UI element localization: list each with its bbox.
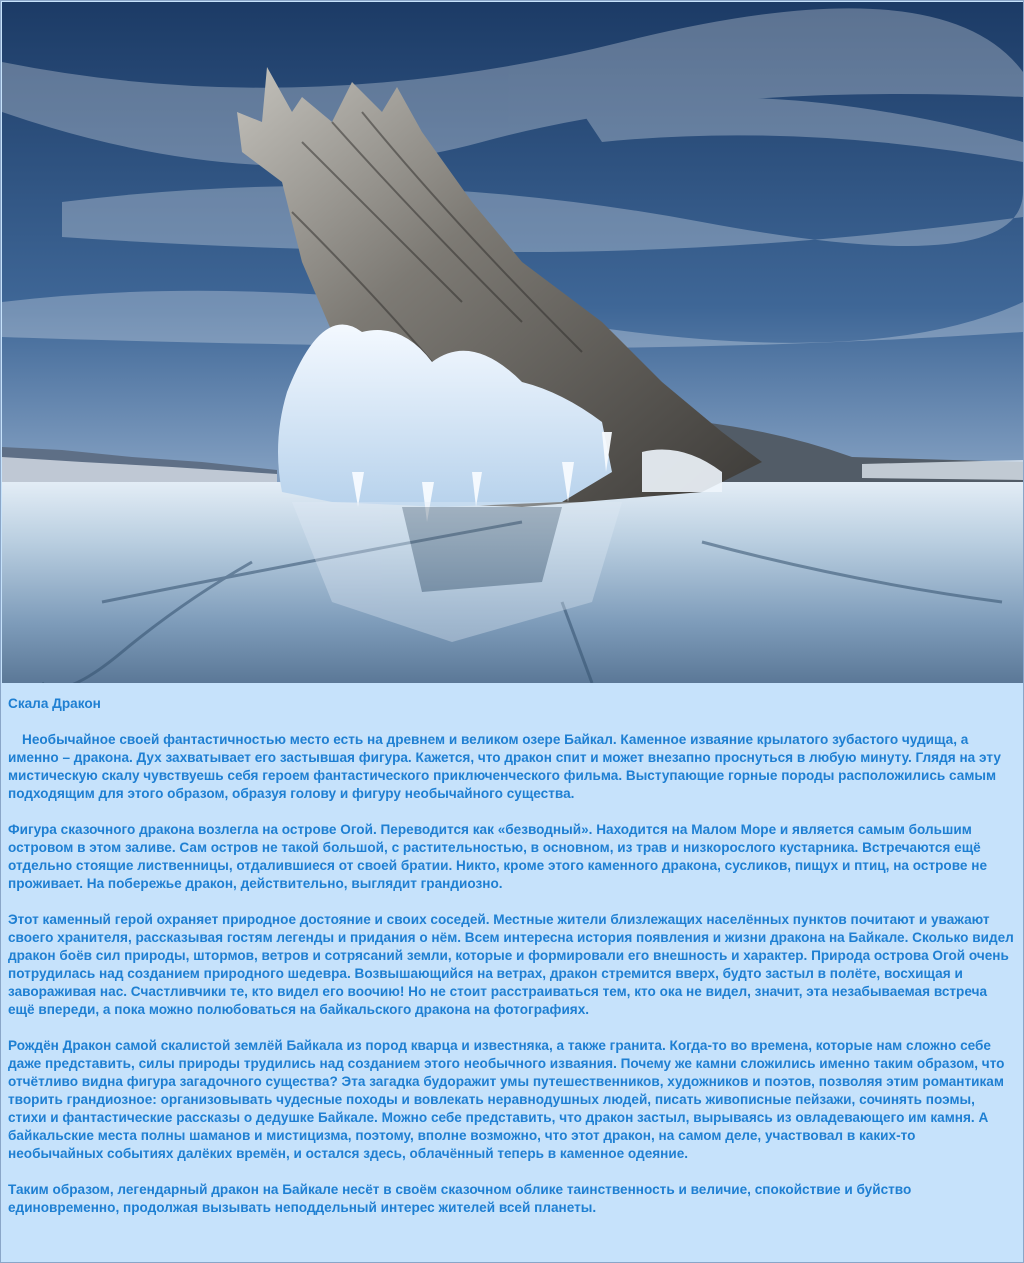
article-body xyxy=(8,695,1014,1235)
article-paragraph-5: Таким образом, легендарный дракон на Байкале несёт в своём сказочном облике таинственность и величие, спокойствие и буйство единовременно, продолжая вызывать неподдельный интерес жителей всей планеты. xyxy=(8,1182,912,1215)
article-title: Скала Дракон xyxy=(8,696,101,711)
article-paragraph-4: Рождён Дракон самой скалистой землёй Байкала из пород кварца и известняка, а также гранита. Когда-то во времена, которые нам сложно себе даже представить, силы природы трудились над созданием этого необычного изваяния. Почему же камни сложились именно таким образом, что отчётливо видна фигура загадочного существа? Эта загадка будоражит умы путешественников, художников и поэтов, позволяя этим романтикам творить грандиозное: организовывать чудесные походы и вовлекать неравнодушных людей, писать живописные пейзажи, сочинять поэмы, стихи и фантастические рассказы о дедушке Байкале. Можно себе представить, что дракон застыл, вырываясь из овладевающего им камня. А байкальские места полны шаманов и мистицизма, поэтому, вполне возможно, что этот дракон, на самом деле, участвовал в каких-то необычайных событиях далёких времён, и остался здесь, облачённый теперь в каменное одеяние. xyxy=(8,1038,1005,1161)
dragon-rock-photo xyxy=(2,2,1023,683)
article-paragraph-3: Этот каменный герой охраняет природное достояние и своих соседей. Местные жители близлежащих населённых пунктов почитают и уважают своего хранителя, рассказывая гостям легенды и придания о нём. Всем интересна история появления и жизни дракона на Байкале. Сколько видел дракон боёв сил природы, штормов, ветров и сотрясаний земли, которые и формировали его внешность и характер. Природа острова Огой очень потрудилась над созданием природного шедевра. Возвышающийся на ветрах, дракон стремится вверх, будто застыл в полёте, восхищая и завораживая нас. Счастливчики те, кто видел его воочию! Но не стоит расстраиваться тем, кто ока не видел, значит, эта незабываемая встреча ещё впереди, а пока можно полюбоваться на байкальского дракона на фотографиях. xyxy=(8,912,1014,1017)
article-paragraph-1: Необычайное своей фантастичностью место есть на древнем и великом озере Байкал. Каменное изваяние крылатого зубастого чудища, а именно – дракона. Дух захватывает его застывшая фигура. Кажется, что дракон спит и может внезапно проснуться в любую минуту. Глядя на эту мистическую скалу чувствуешь себя героем фантастического приключенческого фильма. Выступающие горные породы расположились самым подходящим для этого образом, образуя голову и фигуру необычайного существа. xyxy=(8,732,1001,801)
photo-illustration xyxy=(2,2,1023,683)
article-paragraph-2: Фигура сказочного дракона возлегла на острове Огой. Переводится как «безводный». Находится на Малом Море и является самым большим островом в этом заливе. Сам остров не такой большой, с растительностью, в основном, из трав и низкорослого кустарника. Встречаются ещё отдельно стоящие лиственницы, отдалившиеся от своей братии. Никто, кроме этого каменного дракона, сусликов, пищух и птиц, на острове не проживает. На побережье дракон, действительно, выглядит грандиозно. xyxy=(8,822,988,891)
